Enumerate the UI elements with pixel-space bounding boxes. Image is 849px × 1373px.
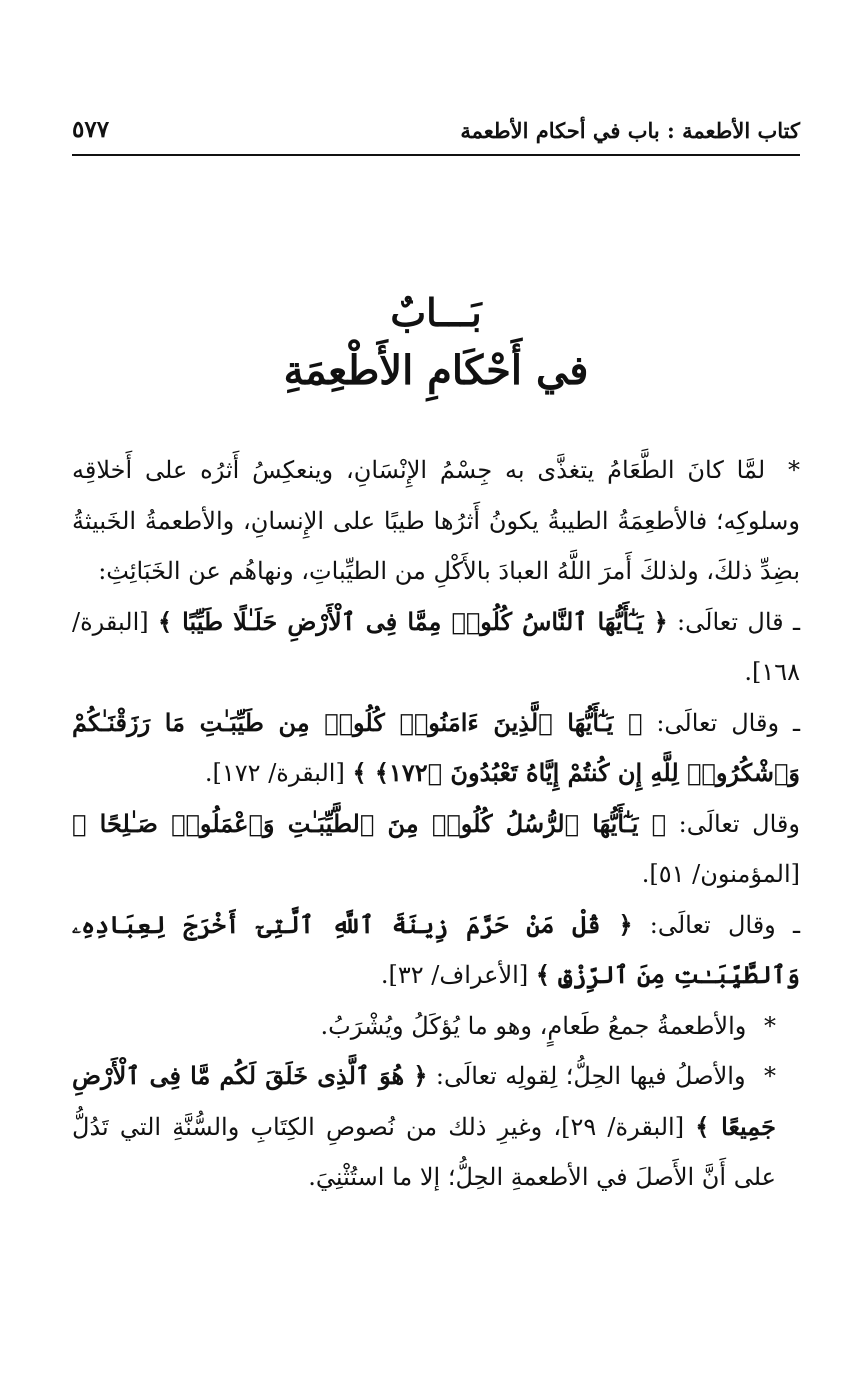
chapter-heading	[72, 285, 800, 401]
quran-verse: ﴿ هُوَ ٱلَّذِى خَلَقَ لَكُم مَّا فِى ٱلْأَرْضِ جَمِيعًا ﴾	[72, 1061, 776, 1141]
page-number: ٥٧٧	[72, 116, 110, 143]
running-title: كتاب الأطعمة : باب في أحكام الأطعمة	[460, 118, 800, 143]
verse-intro: ـ وقال تعالَى:	[656, 708, 801, 737]
paragraph-text: لمَّا كانَ الطَّعَامُ يتغذَّى به جِسْمُ الإِنْسَانِ، وينعكِسُ أَثرُه على أَخلاقِه وسلوكِه؛ فالأطعِمَةُ الطيبةُ يكونُ أَثرُها طيبًا على الإِنسانِ، والأطعمةُ الخَبيثةُ بضِدِّ ذلكَ، ولذلكَ أَمرَ اللَّهُ العبادَ بالأَكْلِ من الطيِّباتِ، ونهاهُم عن الخَبَائِثِ:	[72, 456, 800, 585]
quran-verse: ﴿ يَـٰٓأَيُّهَا ٱلنَّاسُ كُلُوا۟ مِمَّا فِى ٱلْأَرْضِ حَلَـٰلًا طَيِّبًا ﴾	[158, 606, 668, 636]
chapter-word: بَـــابٌ	[390, 290, 482, 335]
quran-verse: ﴿ قُلْ مَنْ حَرَّمَ زِينَةَ ٱللَّهِ ٱلَّتِىٓ أَخْرَجَ لِعِبَادِهِۦ وَٱلطَّيِّبَـٰتِ مِنَ ٱلرِّزْقِ ﴾	[72, 909, 800, 989]
star-bullet: *	[788, 456, 800, 484]
paragraph-text: وغيرِ ذلك من نُصوصِ الكِتَابِ والسُّنَّةِ التي تَدُلُّ على أَنَّ الأَصلَ في الأطعمةِ الحِلُّ؛ إلا ما استُثْنِيَ.	[72, 1112, 776, 1191]
verse-citation: [المؤمنون/ ٥١].	[641, 860, 800, 888]
paragraph-ruling	[72, 1051, 800, 1203]
verse-item	[72, 799, 800, 900]
verse-item	[72, 900, 800, 1001]
paragraph-text: والأصلُ فيها الحِلُّ؛ لِقولِه تعالَى:	[435, 1062, 746, 1090]
verse-intro: ـ قال تعالَى:	[677, 607, 800, 636]
paragraph-intro	[72, 445, 800, 597]
running-header	[72, 100, 800, 156]
body-text	[72, 445, 800, 1203]
verse-intro: ـ وقال تعالَى:	[649, 910, 801, 939]
verse-intro: وقال تعالَى:	[678, 809, 800, 838]
star-bullet: *	[763, 1062, 776, 1090]
quran-verse: ﴿ يَـٰٓأَيُّهَا ٱلرُّسُلُ كُلُوا۟ مِنَ ٱلطَّيِّبَـٰتِ وَٱعْمَلُوا۟ صَـٰلِحًا ﴾	[72, 808, 667, 838]
paragraph-definition	[72, 1001, 800, 1052]
paragraph-text: والأطعمةُ جمعُ طَعامٍ، وهو ما يُؤكَلُ ويُشْرَبُ.	[320, 1011, 747, 1040]
verse-citation: [الأعراف/ ٣٢].	[380, 961, 529, 989]
verse-citation: [البقرة/ ١٦٨].	[72, 607, 800, 686]
verse-citation: [البقرة/ ١٧٢].	[204, 759, 345, 787]
verse-item	[72, 698, 800, 799]
verse-citation: [البقرة/ ٢٩]،	[553, 1112, 685, 1141]
quran-verse: ﴿ يَـٰٓأَيُّهَا ٱلَّذِينَ ءَامَنُوا۟ كُلُوا۟ مِن طَيِّبَـٰتِ مَا رَزَقْنَـٰكُمْ وَٱشْكُرُوا۟ لِلَّهِ إِن كُنتُمْ إِيَّاهُ تَعْبُدُونَ ﴿١٧٢﴾ ﴾	[72, 707, 800, 787]
verse-item	[72, 597, 800, 698]
chapter-title: في أَحْكَامِ الأَطْعِمَةِ	[283, 347, 589, 394]
star-bullet: *	[764, 1011, 776, 1040]
